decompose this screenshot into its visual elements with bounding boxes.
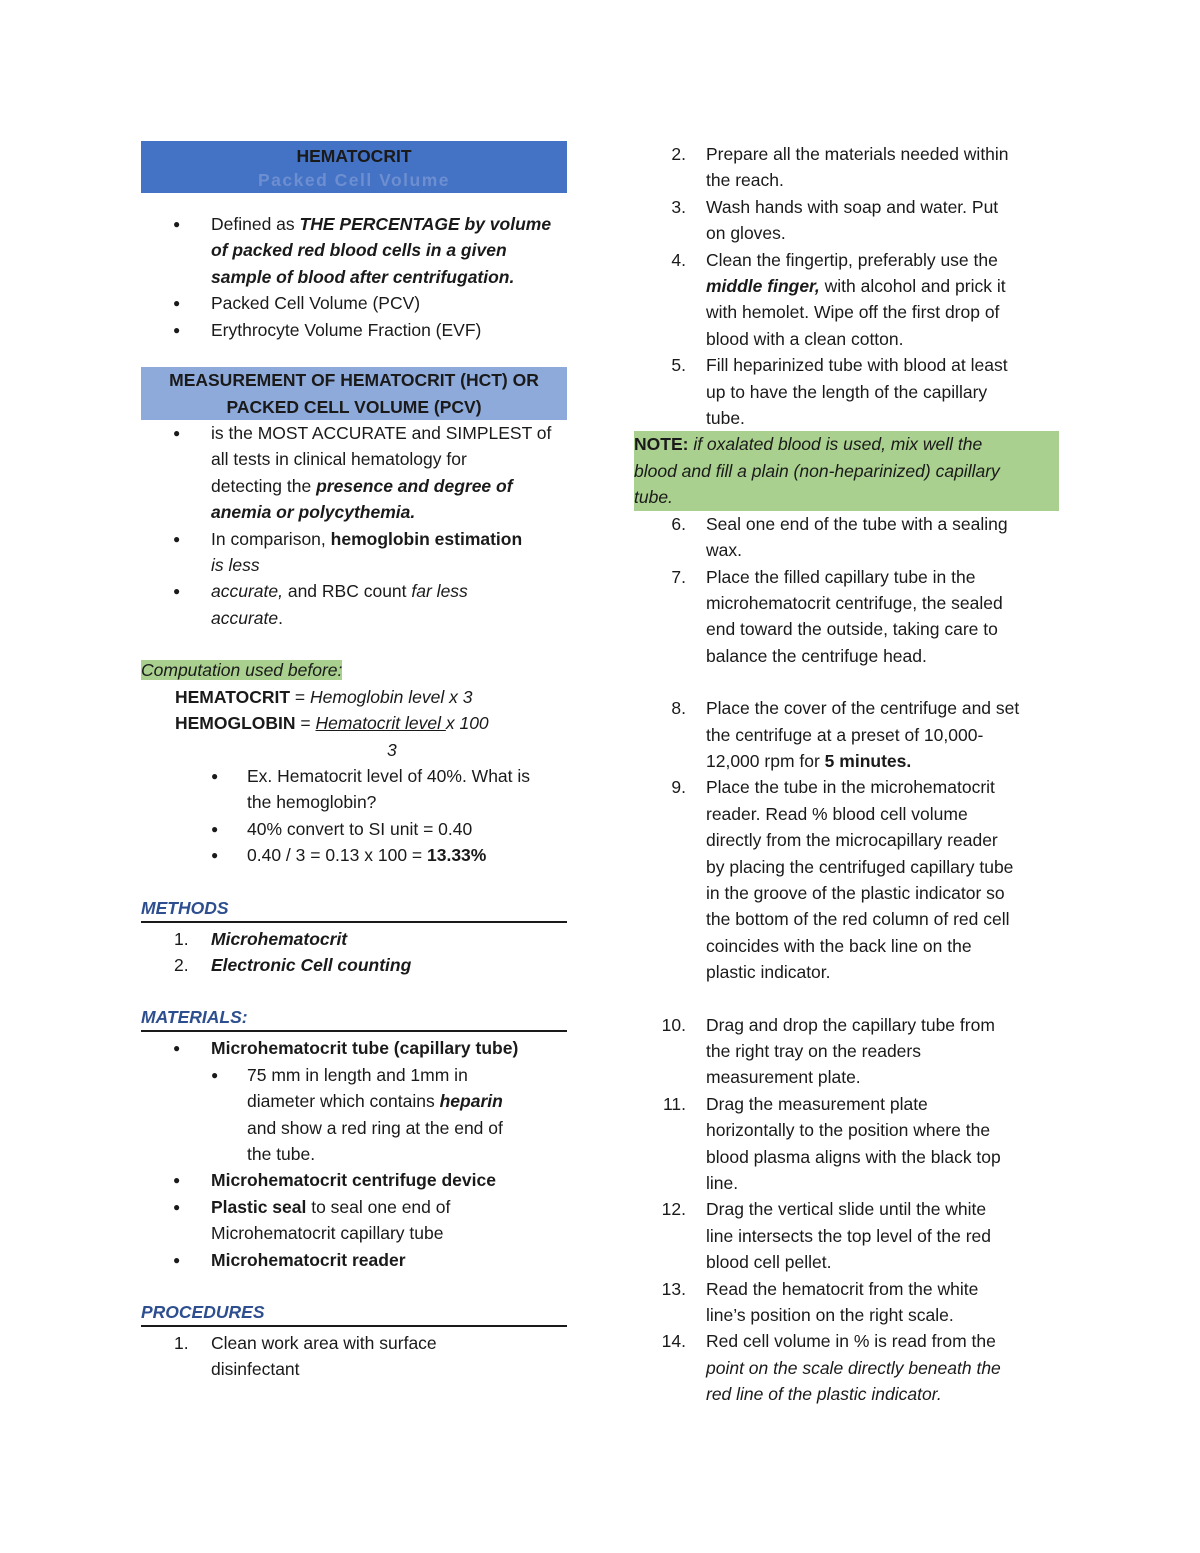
procedure-step: 1. Clean work area with surface bbox=[174, 1333, 437, 1353]
example-bullet: ● Ex. Hematocrit level of 40%. What is bbox=[141, 763, 567, 789]
hematocrit-header bbox=[141, 141, 567, 193]
hematocrit-title: HEMATOCRIT bbox=[296, 146, 412, 166]
procedure-step: 8. Place the cover of the centrifuge and set bbox=[671, 698, 1020, 719]
procedure-step: 11. Drag the measurement plate bbox=[662, 1093, 928, 1114]
result-bullet: ● 0.40 / 3 = 0.13 x 100 = 13.33% bbox=[141, 842, 567, 868]
left-column: HEMATOCRIT Packed Cell Volume ● Defined as THE PERCENTAGE by volume of packed red blood cells in a given sample of blood after centrifugation. ● Packed Cell Volume (PCV) ● Erythrocyte Volume Fraction (EVF) MEASUREMENT OF HEMATOCRIT (HCT) OR PACKED CELL VOLUME (PCV) ● is the MOST ACCURATE and SIMPLEST of all tests in clinical hematology for detecting the presence and degree of anemia or polycythemia. ● In comparison, hemoglobin estimation is less ● accurate, and RBC count far less accurate. Computation used before: HEMATOCRIT = Hemoglobin level x 3 HEMOGLOBIN = Hematocrit level x 100 3 ● Ex. Hematocrit level of 40%. What is the hemoglobin? ● 40% convert to SI unit = 0.40 ● 0.40 / 3 = 0.13 x 100 = 13.33% METHODS 1. Microhematocrit 2. Electronic Cell counting MATERIALS: ● Microhematocrit tube (capillary tube) ● 75 mm in length and 1mm in diameter which contains heparin and show a red ring at the end of the tube. ● Microhematocrit centrifuge device ● Plastic seal to seal one end of Microhematocrit capillary tube ● Microhematocrit reader PROCEDURES 1. Clean work area with surface disinfectant bbox=[141, 141, 567, 1383]
comparison-bullet: ● In comparison, hemoglobin estimation bbox=[141, 526, 567, 552]
material-seal: ● Plastic seal to seal one end of bbox=[141, 1194, 567, 1220]
definition-bullet: ● Defined as THE PERCENTAGE by volume bbox=[141, 211, 567, 237]
material-reader: ● Microhematocrit reader bbox=[141, 1247, 567, 1273]
method-item: 1. Microhematocrit bbox=[174, 928, 348, 949]
material-centrifuge: ● Microhematocrit centrifuge device bbox=[141, 1167, 567, 1193]
pcv-bullet: ● Packed Cell Volume (PCV) bbox=[141, 290, 567, 316]
procedure-step: 3. Wash hands with soap and water. Put bbox=[671, 196, 999, 217]
procedure-step: 13. Read the hematocrit from the white bbox=[661, 1278, 979, 1299]
procedure-step: 14. Red cell volume in % is read from the bbox=[661, 1331, 996, 1352]
hematocrit-subtitle: Packed Cell Volume bbox=[257, 170, 451, 190]
hgb-denominator: 3 bbox=[387, 739, 397, 760]
materials-heading: MATERIALS: bbox=[141, 1004, 567, 1032]
rbc-count-bullet: ● accurate, and RBC count far less bbox=[141, 578, 567, 604]
evf-bullet: ● Erythrocyte Volume Fraction (EVF) bbox=[141, 317, 567, 343]
procedure-step: 5. Fill heparinized tube with blood at least bbox=[671, 355, 1008, 376]
computation-label: Computation used before: bbox=[141, 660, 343, 681]
accuracy-bullet: ● is the MOST ACCURATE and SIMPLEST of bbox=[141, 420, 567, 446]
procedure-step: 2. Prepare all the materials needed within bbox=[671, 144, 1009, 164]
method-item: 2. Electronic Cell counting bbox=[174, 954, 412, 975]
si-unit-bullet: ● 40% convert to SI unit = 0.40 bbox=[141, 816, 567, 842]
hgb-formula: HEMOGLOBIN = Hematocrit level x 100 bbox=[175, 713, 489, 734]
procedure-step: 4. Clean the fingertip, preferably use the bbox=[671, 249, 998, 270]
material-tube-detail: ● 75 mm in length and 1mm in bbox=[141, 1062, 567, 1088]
procedure-step: 7. Place the filled capillary tube in the bbox=[671, 566, 976, 587]
procedure-step: 9. Place the tube in the microhematocrit bbox=[671, 777, 995, 798]
hct-formula: HEMATOCRIT = Hemoglobin level x 3 bbox=[175, 686, 473, 707]
procedure-step: 10. Drag and drop the capillary tube from bbox=[661, 1014, 995, 1035]
note-box: NOTE: if oxalated blood is used, mix well the blood and fill a plain (non-heparinized) capillary tube. bbox=[634, 431, 1059, 510]
methods-heading: METHODS bbox=[141, 895, 567, 923]
right-column: 2. Prepare all the materials needed within the reach. 3. Wash hands with soap and water. Put on gloves. 4. Clean the fingertip, preferably use the middle finger, with alcohol and prick it with hemolet. Wipe off the first drop of blood with a clean cotton. 5. Fill heparinized tube with blood at least up to have the length of the capillary tube. NOTE: if oxalated blood is used, mix well the blood and fill a plain (non-heparinized) capillary tube. 6. Seal one end of the tube with a sealing wax. 7. Place the filled capillary tube in the microhematocrit centrifuge, the sealed end toward the outside, taking care to balance the centrifuge head. 8. Place the cover of the centrifuge and set the centrifuge at a preset of 10,000- 12,000 rpm for 5 minutes. 9. Place the tube in the microhematocrit reader. Read % blood cell volume directly from the microcapillary reader by placing the centrifuged capillary tube in the groove of the plastic indicator so the bottom of the red column of red cell coincides with the back line on the plastic indicator. 10. Drag and drop the capillary tube from the right tray on the readers measurement plate. 11. Drag the measurement plate horizontally to the position where the blood plasma aligns with the black top line. 12. Drag the vertical slide until the white line intersects the top level of the red blood cell pellet. 13. Read the hematocrit from the white line’s position on the right scale. 14. Red cell volume in % is read from the point on the scale directly beneath the red line of the plastic indicator. bbox=[634, 141, 1059, 1408]
procedure-step: 12. Drag the vertical slide until the white bbox=[661, 1199, 987, 1220]
material-tube: ● Microhematocrit tube (capillary tube) bbox=[141, 1035, 567, 1061]
procedures-heading: PROCEDURES bbox=[141, 1299, 567, 1327]
measurement-header: MEASUREMENT OF HEMATOCRIT (HCT) OR PACKED CELL VOLUME (PCV) bbox=[141, 367, 567, 420]
procedure-step: 6. Seal one end of the tube with a sealing bbox=[671, 513, 1008, 534]
